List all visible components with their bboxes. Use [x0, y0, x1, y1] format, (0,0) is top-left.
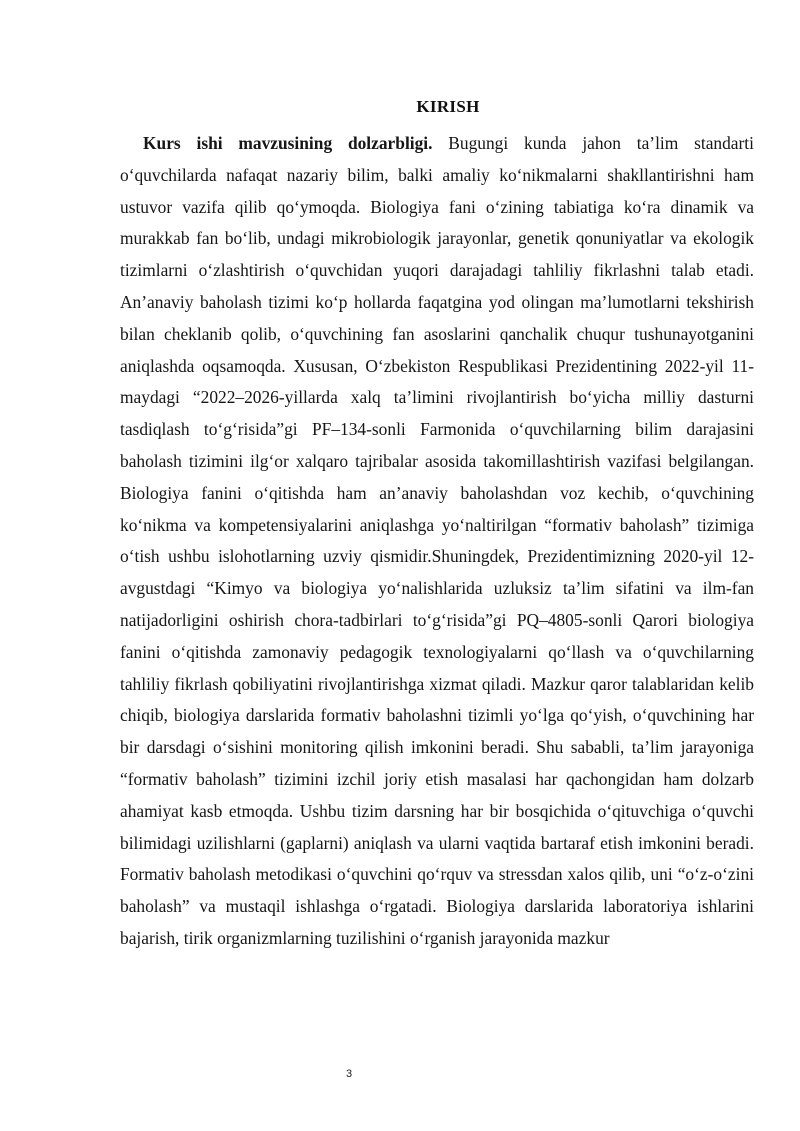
section-title: KIRISH	[416, 97, 480, 116]
paragraph	[120, 128, 754, 955]
paragraph-lead: Kurs ishi mavzusining dolzarbligi.	[143, 133, 433, 153]
paragraph-text: Bugungi kunda jahon ta’lim standarti o‘quvchilarda nafaqat nazariy bilim, balki amaliy ko‘nikmalarni shakllantirishni ham ustuvor vazifa qilib qo‘ymoqda. Biologiya fani o‘zining tabiatiga ko‘ra dinamik va murakkab fan bo‘lib, undagi mikrobiologik jarayonlar, genetik qonuniyatlar va ekologik tizimlarni o‘zlashtirish o‘quvchidan yuqori darajadagi tahliliy fikrlashni talab etadi. An’anaviy baholash tizimi ko‘p hollarda faqatgina yod olingan ma’lumotlarni tekshirish bilan cheklanib qolib, o‘quvchining fan asoslarini qanchalik chuqur tushunayotganini aniqlashda oqsamoqda. Xususan, O‘zbekiston Respublikasi Prezidentining 2022-yil 11-maydagi “2022–2026-yillarda xalq ta’limini rivojlantirish bo‘yicha milliy dasturni tasdiqlash to‘g‘risida”gi PF–134-sonli Farmonida o‘quvchilarning bilim darajasini baholash tizimini ilg‘or xalqaro tajribalar asosida takomillashtirish vazifasi belgilangan. Biologiya fanini o‘qitishda ham an’anaviy baholashdan voz kechib, o‘quvchining ko‘nikma va kompetensiyalarini aniqlashga yo‘naltirilgan “formativ baholash” tizimiga o‘tish ushbu islohotlarning uzviy qismidir.Shuningdek, Prezidentimizning 2020-yil 12-avgustdagi “Kimyo va biologiya yo‘nalishlarida uzluksiz ta’lim sifatini va ilm-fan natijadorligini oshirish chora-tadbirlari to‘g‘risida”gi PQ–4805-sonli Qarori biologiya fanini o‘qitishda zamonaviy pedagogik texnologiyalarni qo‘llash va o‘quvchilarning tahliliy fikrlash qobiliyatini rivojlantirishga xizmat qiladi. Mazkur qaror talablaridan kelib chiqib, biologiya darslarida formativ baholashni tizimli yo‘lga qo‘yish, o‘quvchining har bir darsdagi o‘sishini monitoring qilish imkonini beradi. Shu sababli, ta’lim jarayoniga “formativ baholash” tizimini izchil joriy etish masalasi har qachongidan ham dolzarb ahamiyat kasb etmoqda. Ushbu tizim darsning har bir bosqichida o‘qituvchiga o‘quvchi bilimidagi uzilishlarni (gaplarni) aniqlash va ularni vaqtida bartaraf etish imkonini beradi. Formativ baholash metodikasi o‘quvchini qo‘rquv va stressdan xalos qilib, uni “o‘z-o‘zini baholash” va mustaqil ishlashga o‘rgatadi. Biologiya darslarida laboratoriya ishlarini bajarish, tirik organizmlarning tuzilishini o‘rganish jarayonida mazkur	[120, 133, 754, 948]
page-number: 3	[345, 1068, 353, 1080]
body-text	[120, 128, 754, 955]
